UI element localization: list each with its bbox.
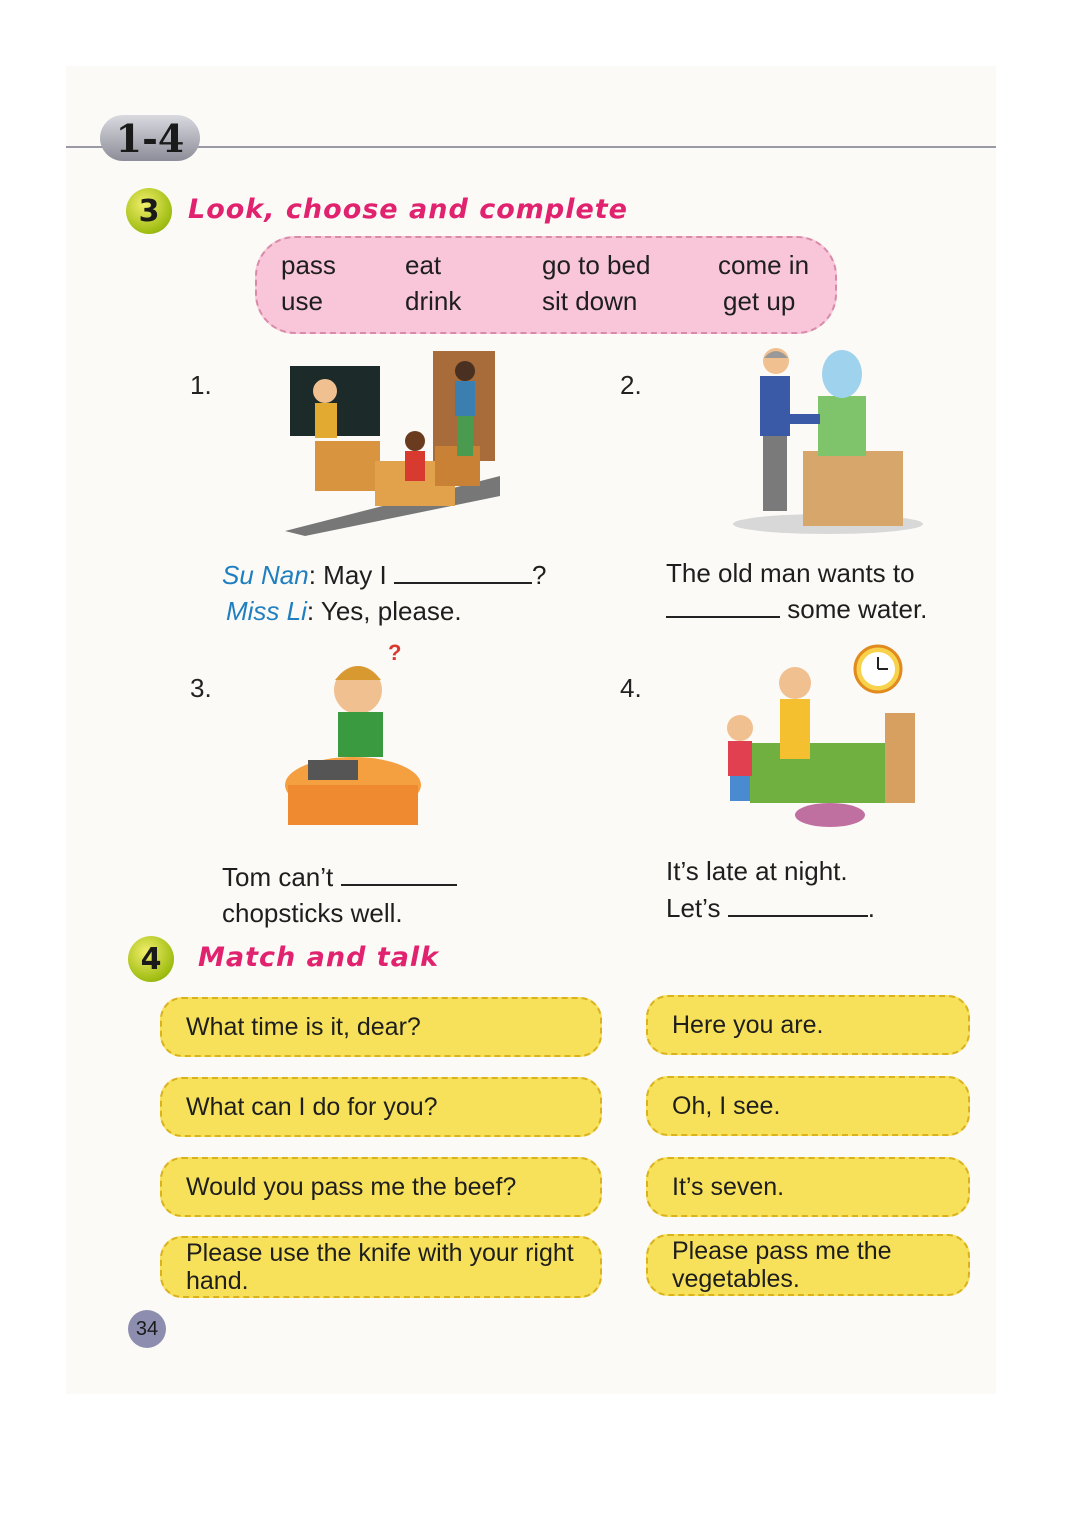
answer-blank[interactable] <box>341 862 457 886</box>
answer-blank[interactable] <box>666 594 780 618</box>
item-4-number: 4. <box>620 673 642 703</box>
item-1-line2: : Yes, please. <box>306 596 462 626</box>
match-left-2[interactable]: What can I do for you? <box>160 1077 602 1137</box>
item-2-line1: The old man wants to <box>666 558 915 588</box>
svg-text:?: ? <box>388 640 402 665</box>
match-right-1[interactable]: Here you are. <box>646 995 970 1055</box>
item-1-line1: : May I <box>308 560 387 590</box>
word-bank-item: pass <box>281 250 336 280</box>
speaker-miss-li: Miss Li <box>226 596 307 626</box>
word-bank-item: sit down <box>542 286 638 316</box>
section-3-title: Look, choose and complete <box>188 194 628 225</box>
item-4-line2: Let’s <box>666 893 721 923</box>
item-1-number: 1. <box>190 370 212 400</box>
match-right-3[interactable]: It’s seven. <box>646 1157 970 1217</box>
word-bank-item: go to bed <box>542 250 651 280</box>
item-2-number: 2. <box>620 370 642 400</box>
item-3-line1: Tom can’t <box>222 862 334 892</box>
section-3-number: 3 <box>126 188 172 234</box>
unit-badge: 1-4 <box>100 115 200 161</box>
water-dispenser-illustration <box>718 346 923 536</box>
answer-blank[interactable] <box>394 560 532 584</box>
bedroom-clock-illustration <box>700 643 928 838</box>
section-4-title: Match and talk <box>198 942 440 973</box>
word-bank-item: come in <box>718 250 810 280</box>
item-1-line1-end: ? <box>531 560 547 590</box>
match-left-3[interactable]: Would you pass me the beef? <box>160 1157 602 1217</box>
item-3-line2: chopsticks well. <box>222 898 403 928</box>
header-rule <box>66 146 996 148</box>
item-4-line1: It’s late at night. <box>666 856 848 886</box>
word-bank-item: use <box>281 286 323 316</box>
boy-chopsticks-illustration <box>283 640 423 840</box>
match-left-1[interactable]: What time is it, dear? <box>160 997 602 1057</box>
match-left-4[interactable]: Please use the knife with your right hand. <box>160 1236 602 1298</box>
speaker-su-nan: Su Nan <box>222 560 309 590</box>
word-bank <box>255 236 837 334</box>
section-4-number: 4 <box>128 936 174 982</box>
word-bank-item: get up <box>723 286 796 316</box>
classroom-illustration <box>285 346 500 536</box>
answer-blank[interactable] <box>728 893 868 917</box>
page-number: 34 <box>128 1310 166 1348</box>
item-4-line2-end: . <box>867 893 875 923</box>
word-bank-item: eat <box>405 250 442 280</box>
match-right-2[interactable]: Oh, I see. <box>646 1076 970 1136</box>
item-2-line2: some water. <box>787 594 928 624</box>
match-right-4[interactable]: Please pass me the vegetables. <box>646 1234 970 1296</box>
word-bank-item: drink <box>405 286 462 316</box>
item-3-number: 3. <box>190 673 212 703</box>
